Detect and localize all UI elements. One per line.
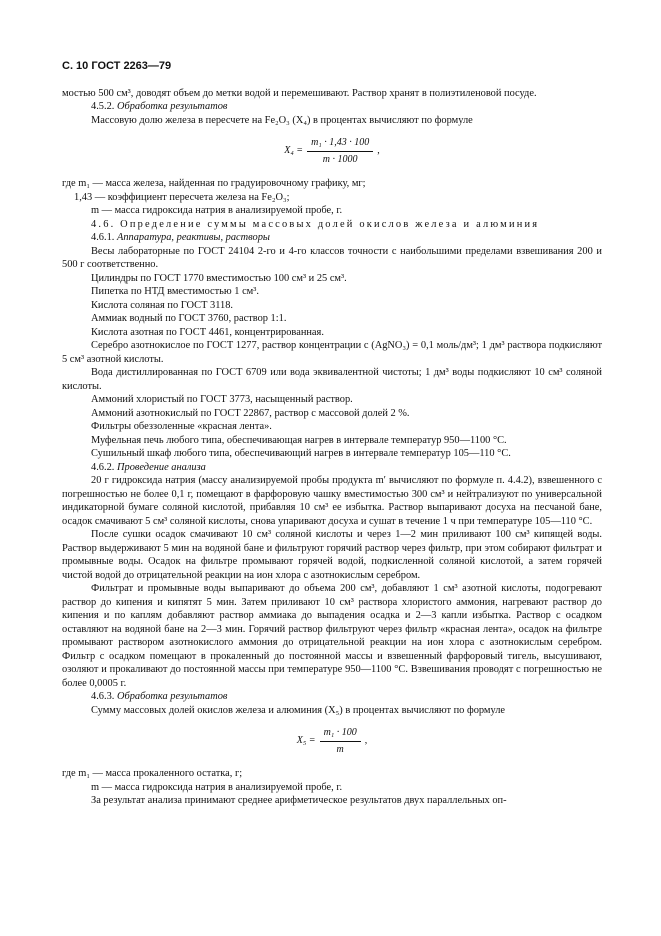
- section-4-6-heading: 4.6. Определение суммы массовых долей окислов железа и алюминия: [91, 218, 540, 230]
- formula-2-tail: ,: [364, 735, 368, 747]
- reagent-item: Аммоний азотнокислый по ГОСТ 22867, раствор с массовой долей 2 %.: [91, 407, 410, 419]
- formula-2-numerator: m₁ · 100: [320, 726, 361, 742]
- reagent-item: Кислота азотная по ГОСТ 4461, концентрированная.: [91, 326, 324, 338]
- section-number: 4.6.2.: [91, 461, 115, 473]
- section-number: 4.6.1.: [91, 232, 115, 243]
- document-page: [62, 60, 602, 808]
- final-paragraph: За результат анализа принимают среднее арифметическое результатов двух параллельных оп-: [91, 795, 507, 806]
- reagent-item: Весы лабораторные по ГОСТ 24104 2-го и 4-го классов точности с наибольшими пределами взвешивания 200 и 500 г соответственно.: [62, 245, 602, 270]
- section-title: Аппаратура, реактивы, растворы: [117, 232, 270, 243]
- reagent-item: Сушильный шкаф любого типа, обеспечивающий нагрев в интервале температур 105—110 °С.: [91, 448, 511, 459]
- where-1-line-3: m — масса гидроксида натрия в анализируемой пробе, г.: [91, 205, 343, 216]
- where-2-line-1: где m₁ — масса прокаленного остатка, г;: [62, 768, 243, 779]
- section-title: Обработка результатов: [117, 101, 228, 112]
- formula-1-fraction: [307, 136, 373, 166]
- analysis-paragraph: Фильтрат и промывные воды выпаривают до объема 200 см³, добавляют 1 см³ азотной кислоты, подогревают раствор до кипения и кипятят 5 мин. Затем приливают 10 см³ раствора хлористого аммония, нагревают раствор до кипения и по каплям добавляют раствор аммиака до выпадения осадка и 2—3 капли избытка. Раствор с осадком оставляют на водяной бане на 2—3 мин. Горячий раствор фильтруют через фильтр «красная лента», осадок на фильтре промывают раствором азотнокислого аммония до отрицательной реакции на ион хлора с азотнокислым серебром. Фильтр с осадком помещают в прокаленный до постоянной массы и взвешенный фарфоровый тигель, высушивают, озоляют и прокаливают до постоянной массы при температуре 950—1100 °С. Взвешивания проводят с погрешностью не более 0,0005 г.: [62, 583, 602, 689]
- section-4-6-1-heading: [62, 231, 602, 245]
- formula-1-numerator: m₁ · 1,43 · 100: [307, 136, 373, 152]
- where-1-line-1: где m₁ — масса железа, найденная по градуировочному графику, мг;: [62, 178, 366, 189]
- section-4-6-2-heading: [62, 461, 602, 475]
- reagent-item: Аммиак водный по ГОСТ 3760, раствор 1:1.: [91, 313, 287, 324]
- formula-2-intro: Сумму массовых долей окислов железа и алюминия (X₅) в процентах вычисляют по формуле: [91, 704, 506, 716]
- formula-2-fraction: [320, 726, 361, 756]
- reagent-item: Серебро азотнокислое по ГОСТ 1277, раствор концентрации c (AgNO₃) = 0,1 моль/дм³; 1 дм³ раствора подкисляют 5 см³ азотной кислоты.: [62, 340, 602, 365]
- paragraph-continuation: мостью 500 см³, доводят объем до метки водой и перемешивают. Раствор хранят в полиэтиленовой посуде.: [62, 87, 537, 99]
- reagent-item: Фильтры обеззоленные «красная лента».: [91, 421, 272, 432]
- reagent-item: Цилиндры по ГОСТ 1770 вместимостью 100 см³ и 25 см³.: [91, 272, 347, 284]
- formula-2: [62, 726, 602, 756]
- formula-2-denominator: m: [336, 743, 344, 755]
- section-title: Проведение анализа: [117, 461, 206, 473]
- reagent-item: Вода дистиллированная по ГОСТ 6709 или вода эквивалентной чистоты; 1 дм³ воды подкисляют 10 см³ соляной кислоты.: [62, 367, 602, 392]
- formula-1-tail: ,: [377, 145, 380, 157]
- section-number: 4.6.3.: [91, 691, 115, 702]
- analysis-paragraph: После сушки осадок смачивают 10 см³ соляной кислоты и через 1—2 мин приливают 100 см³ кипящей воды. Раствор выдерживают 5 мин на водяной бане и фильтруют горячий раствор через фильтр, при этом собирают фильтрат и промывные воды. Осадок на фильтре промывают горячей водой, подкисленной соляной кислотой, а затем горячей чистой водой до отрицательной реакции на ион хлора с азотнокислым серебром.: [62, 529, 602, 581]
- formula-2-lhs: X₅ =: [296, 735, 316, 747]
- reagent-item: Муфельная печь любого типа, обеспечивающая нагрев в интервале температур 950—1100 °С.: [91, 434, 507, 446]
- section-title: Обработка результатов: [117, 691, 228, 702]
- reagent-item: Кислота соляная по ГОСТ 3118.: [91, 299, 234, 311]
- section-4-5-2-heading: [62, 100, 602, 114]
- formula-1-intro: Массовую долю железа в пересчете на Fe₂O₃ (X₄) в процентах вычисляют по формуле: [91, 114, 473, 126]
- formula-1: [62, 136, 602, 166]
- where-1-line-2: 1,43 — коэффициент пересчета железа на Fe₂O₃;: [74, 191, 290, 203]
- reagent-item: Аммоний хлористый по ГОСТ 3773, насыщенный раствор.: [91, 394, 353, 405]
- analysis-paragraph: 20 г гидроксида натрия (массу анализируемой пробы продукта m′ вычисляют по формуле п. 4.4.2), взвешенного с погрешностью не более 0,1 г, помещают в фарфоровую чашку вместимостью 300 см³ и нейтрализуют по универсальной индикаторной бумаге соляной кислотой, прибавляя 10 см³ ее избытка. Раствор выпаривают досуха на песчаной бане, осадок смачивают 5 см³ соляной кислоты, снова упаривают досуха и сушат в течение 1 ч при температуре 105—110 °С.: [62, 475, 602, 527]
- where-2-line-2: m — масса гидроксида натрия в анализируемой пробе, г.: [91, 781, 343, 793]
- section-number: 4.5.2.: [91, 101, 115, 112]
- reagent-item: Пипетка по НТД вместимостью 1 см³.: [91, 286, 259, 297]
- page-header: С. 10 ГОСТ 2263—79: [62, 60, 172, 72]
- section-4-6-3-heading: [62, 690, 602, 704]
- formula-1-lhs: X₄ =: [284, 145, 304, 157]
- formula-1-denominator: m · 1000: [322, 153, 358, 165]
